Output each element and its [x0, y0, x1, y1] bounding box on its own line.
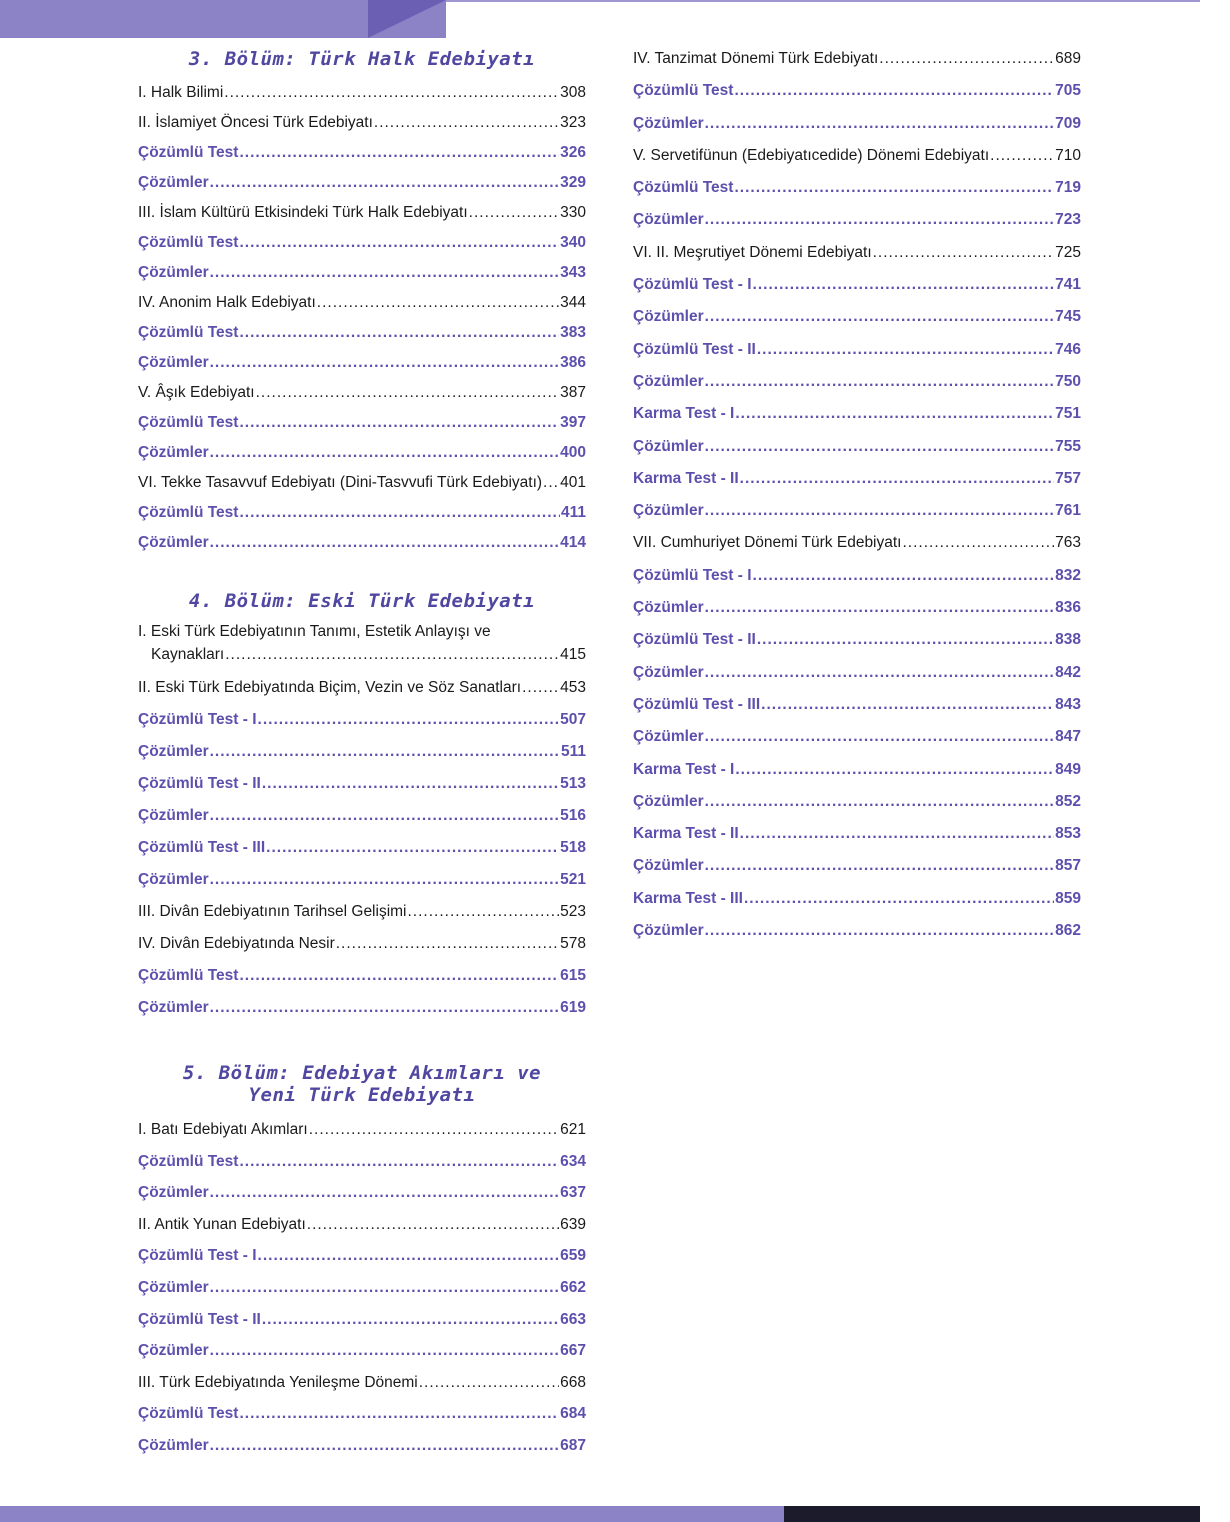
toc-test-entry[interactable] — [138, 168, 586, 198]
toc-entry-page: 719 — [1055, 179, 1081, 197]
toc-test-entry[interactable] — [138, 960, 586, 992]
toc-entry[interactable] — [633, 237, 1081, 269]
toc-test-entry[interactable] — [138, 992, 586, 1024]
right-column-entries — [633, 43, 1081, 947]
top-notch-triangle — [368, 0, 446, 38]
toc-test-entry[interactable] — [633, 398, 1081, 430]
toc-entry-title: Çözümler — [633, 114, 704, 132]
dot-leader — [705, 786, 1055, 818]
dot-leader — [256, 378, 560, 408]
toc-entry[interactable] — [633, 140, 1081, 172]
section-heading-5 — [138, 1062, 586, 1106]
toc-test-entry[interactable] — [138, 1146, 586, 1178]
toc-test-entry[interactable] — [138, 138, 586, 168]
toc-test-entry[interactable] — [633, 786, 1081, 818]
toc-entry[interactable] — [138, 468, 586, 498]
dot-leader — [336, 928, 559, 960]
toc-entry-page: 668 — [560, 1373, 586, 1391]
toc-entry-title: IV. Anonim Halk Edebiyatı — [138, 294, 316, 311]
toc-entry-title: Çözümlü Test - I — [633, 276, 752, 294]
toc-entry[interactable] — [138, 1209, 586, 1241]
dot-leader — [239, 408, 559, 438]
toc-entry-title: Çözümler — [633, 792, 704, 810]
dot-leader — [210, 1177, 560, 1209]
toc-entry-page: 741 — [1055, 276, 1081, 294]
toc-entry-title: IV. Tanzimat Dönemi Türk Edebiyatı — [633, 50, 879, 67]
toc-entry-title: Karma Test - II — [633, 469, 739, 487]
toc-entry-page: 689 — [1055, 50, 1081, 67]
dot-leader — [757, 334, 1054, 366]
toc-entry-page: 340 — [560, 234, 586, 251]
bottom-dark-band — [784, 1506, 1200, 1522]
dot-leader — [744, 883, 1054, 915]
section-heading-4: 4. Bölüm: Eski Türk Edebiyatı — [188, 590, 536, 612]
toc-test-entry[interactable] — [138, 1177, 586, 1209]
toc-entry[interactable] — [138, 928, 586, 960]
toc-entry-page: 853 — [1055, 825, 1081, 843]
dot-leader — [705, 657, 1055, 689]
toc-entry-title: Çözümlü Test - III — [633, 695, 761, 713]
section-heading-3: 3. Bölüm: Türk Halk Edebiyatı — [188, 48, 536, 70]
toc-entry[interactable] — [138, 1114, 586, 1146]
toc-test-entry[interactable] — [633, 366, 1081, 398]
dot-leader — [740, 818, 1054, 850]
dot-leader — [543, 468, 559, 498]
dot-leader — [210, 736, 560, 768]
section-heading-5-line1: 5. Bölüm: Edebiyat Akımları ve — [182, 1062, 542, 1084]
dot-leader — [225, 643, 559, 666]
toc-entry-page: 662 — [560, 1278, 586, 1296]
toc-entry-page: 397 — [560, 414, 586, 431]
toc-test-entry[interactable] — [633, 883, 1081, 915]
toc-entry-title: VII. Cumhuriyet Dönemi Türk Edebiyatı — [633, 534, 902, 552]
dot-leader — [761, 689, 1054, 721]
toc-entry-title: Çözümlü Test — [138, 1152, 239, 1170]
toc-test-entry[interactable] — [138, 1430, 586, 1462]
dot-leader — [239, 498, 560, 528]
toc-entry-title: Çözümlü Test — [138, 504, 239, 521]
toc-entry-title: Çözümler — [633, 308, 704, 326]
toc-entry-page: 761 — [1055, 502, 1081, 520]
toc-entry-title: Karma Test - III — [633, 889, 743, 907]
toc-entry-page: 453 — [560, 679, 586, 696]
toc-test-entry[interactable] — [138, 800, 586, 832]
toc-test-entry[interactable] — [633, 560, 1081, 592]
toc-right-column — [633, 43, 1081, 947]
dot-leader — [210, 864, 560, 896]
toc-entry-title-line2: Kaynakları — [151, 646, 225, 663]
toc-entry-page: 832 — [1055, 566, 1081, 584]
toc-entry-page: 705 — [1055, 82, 1081, 100]
dot-leader — [210, 348, 560, 378]
toc-entry-page: 725 — [1055, 243, 1081, 261]
toc-entry[interactable] — [138, 288, 586, 318]
toc-entry-title: Çözümlü Test - II — [633, 631, 756, 649]
toc-entry-page: 615 — [560, 967, 586, 984]
toc-entry-page: 684 — [560, 1405, 586, 1423]
toc-entry-page: 751 — [1055, 405, 1081, 423]
dot-leader — [309, 1114, 559, 1146]
toc-entry-page: 746 — [1055, 340, 1081, 358]
toc-entry-page: 344 — [560, 294, 586, 311]
toc-entry-title: Çözümlü Test - I — [138, 711, 257, 728]
toc-test-entry[interactable] — [138, 528, 586, 558]
toc-entry-page: 578 — [560, 935, 586, 952]
toc-entry-page: 849 — [1055, 760, 1081, 778]
dot-leader — [522, 672, 559, 704]
toc-entry-title: IV. Divân Edebiyatında Nesir — [138, 935, 335, 952]
toc-entry-title: Çözümlü Test - II — [633, 340, 756, 358]
dot-leader — [239, 1146, 559, 1178]
toc-entry[interactable] — [138, 620, 586, 666]
dot-leader — [705, 431, 1055, 463]
section-5-entries — [138, 1114, 586, 1462]
toc-entry-title: Çözümlü Test - II — [138, 1310, 261, 1328]
dot-leader — [879, 43, 1054, 75]
toc-entry-page: 862 — [1055, 922, 1081, 940]
toc-entry-page: 619 — [560, 999, 586, 1016]
dot-leader — [210, 168, 560, 198]
dot-leader — [705, 850, 1055, 882]
toc-test-entry[interactable] — [138, 228, 586, 258]
toc-entry[interactable] — [138, 108, 586, 138]
dot-leader — [262, 1304, 559, 1336]
toc-entry-page: 383 — [560, 324, 586, 341]
toc-test-entry[interactable] — [633, 689, 1081, 721]
toc-entry-title: Çözümler — [138, 354, 209, 371]
section-3-entries — [138, 78, 586, 558]
toc-entry-title: Çözümler — [138, 264, 209, 281]
dot-leader — [734, 75, 1054, 107]
dot-leader — [239, 138, 559, 168]
toc-entry[interactable] — [633, 43, 1081, 75]
dot-leader — [705, 301, 1055, 333]
toc-test-entry[interactable] — [633, 431, 1081, 463]
dot-leader — [753, 560, 1055, 592]
dot-leader — [990, 140, 1054, 172]
toc-entry-page: 659 — [560, 1247, 586, 1265]
toc-entry-title: Çözümlü Test — [138, 324, 239, 341]
bottom-decorative-band — [0, 1506, 784, 1522]
toc-entry-page: 687 — [560, 1436, 586, 1454]
toc-entry-page: 852 — [1055, 792, 1081, 810]
dot-leader — [735, 398, 1054, 430]
toc-entry-page: 710 — [1055, 146, 1081, 164]
toc-entry-page: 523 — [560, 903, 586, 920]
toc-entry-page: 667 — [560, 1342, 586, 1360]
dot-leader — [419, 1367, 559, 1399]
toc-entry[interactable] — [633, 527, 1081, 559]
toc-entry-page: 329 — [560, 174, 586, 191]
toc-entry-page: 401 — [560, 474, 586, 491]
toc-entry-title: Çözümler — [633, 437, 704, 455]
dot-leader — [740, 463, 1054, 495]
toc-entry-title: Çözümler — [633, 211, 704, 229]
toc-test-entry[interactable] — [138, 1335, 586, 1367]
dot-leader — [224, 78, 559, 108]
toc-entry-title: Karma Test - II — [633, 825, 739, 843]
toc-entry-title: Çözümler — [138, 743, 209, 760]
toc-entry-page: 516 — [560, 807, 586, 824]
toc-entry-page: 859 — [1055, 889, 1081, 907]
dot-leader — [757, 624, 1054, 656]
dot-leader — [239, 318, 559, 348]
toc-entry-title: I. Batı Edebiyatı Akımları — [138, 1121, 308, 1138]
toc-test-entry[interactable] — [633, 204, 1081, 236]
toc-entry-title: II. Antik Yunan Edebiyatı — [138, 1215, 306, 1233]
toc-entry-page: 511 — [560, 743, 586, 760]
toc-test-entry[interactable] — [138, 864, 586, 896]
toc-entry-page: 723 — [1055, 211, 1081, 229]
dot-leader — [705, 108, 1055, 140]
dot-leader — [239, 960, 559, 992]
toc-entry-page: 326 — [560, 144, 586, 161]
toc-test-entry[interactable] — [138, 408, 586, 438]
toc-entry-title: II. İslamiyet Öncesi Türk Edebiyatı — [138, 114, 373, 131]
dot-leader — [266, 832, 559, 864]
toc-entry-title-line1: I. Eski Türk Edebiyatının Tanımı, Estetik Anlayışı ve — [138, 623, 491, 640]
toc-entry-page: 521 — [560, 871, 586, 888]
toc-test-entry[interactable] — [138, 1240, 586, 1272]
dot-leader — [210, 528, 560, 558]
toc-entry-page: 387 — [560, 384, 586, 401]
toc-entry-page: 755 — [1055, 437, 1081, 455]
dot-leader — [374, 108, 559, 138]
toc-entry-page: 637 — [560, 1184, 586, 1202]
dot-leader — [307, 1209, 559, 1241]
toc-entry-page: 843 — [1055, 695, 1081, 713]
toc-entry-page: 634 — [560, 1152, 586, 1170]
toc-entry[interactable] — [138, 198, 586, 228]
toc-entry-title: Çözümler — [138, 1436, 209, 1454]
toc-entry-page: 763 — [1055, 534, 1081, 552]
toc-entry-title: Çözümlü Test — [138, 967, 239, 984]
dot-leader — [239, 1398, 559, 1430]
toc-entry-title: Çözümlü Test - I — [138, 1247, 257, 1265]
toc-entry-title: Çözümler — [138, 1184, 209, 1202]
toc-entry-title: Çözümler — [138, 1342, 209, 1360]
toc-entry-title: Çözümler — [633, 857, 704, 875]
top-white-area — [446, 0, 1206, 38]
toc-entry-page: 386 — [560, 354, 586, 371]
toc-test-entry[interactable] — [138, 704, 586, 736]
toc-entry-title: III. İslam Kültürü Etkisindeki Türk Halk Edebiyatı — [138, 204, 468, 221]
toc-entry-page: 330 — [560, 204, 586, 221]
toc-entry-page: 847 — [1055, 728, 1081, 746]
toc-test-entry[interactable] — [138, 736, 586, 768]
toc-entry-title: Çözümler — [138, 534, 209, 551]
toc-test-entry[interactable] — [633, 334, 1081, 366]
toc-test-entry[interactable] — [138, 258, 586, 288]
toc-test-entry[interactable] — [633, 624, 1081, 656]
toc-entry-title: Karma Test - I — [633, 760, 735, 778]
top-rule-line — [446, 0, 1200, 2]
dot-leader — [258, 704, 560, 736]
toc-entry-title: Çözümler — [633, 502, 704, 520]
toc-entry-page: 518 — [560, 839, 586, 856]
toc-entry-page: 513 — [560, 775, 586, 792]
toc-test-entry[interactable] — [633, 75, 1081, 107]
toc-test-entry[interactable] — [633, 818, 1081, 850]
toc-test-entry[interactable] — [138, 1272, 586, 1304]
dot-leader — [210, 1430, 560, 1462]
toc-entry-title: II. Eski Türk Edebiyatında Biçim, Vezin ve Söz Sanatları — [138, 679, 522, 696]
dot-leader — [469, 198, 559, 228]
dot-leader — [734, 172, 1054, 204]
toc-test-entry[interactable] — [633, 754, 1081, 786]
toc-entry[interactable] — [138, 896, 586, 928]
toc-test-entry[interactable] — [633, 463, 1081, 495]
toc-test-entry[interactable] — [633, 495, 1081, 527]
toc-entry-page: 343 — [560, 264, 586, 281]
dot-leader — [210, 992, 560, 1024]
dot-leader — [705, 495, 1055, 527]
toc-entry-title: Çözümler — [633, 599, 704, 617]
toc-test-entry[interactable] — [138, 1304, 586, 1336]
toc-test-entry[interactable] — [138, 318, 586, 348]
toc-entry-page: 414 — [560, 534, 586, 551]
toc-entry[interactable] — [138, 378, 586, 408]
toc-entry-page: 836 — [1055, 599, 1081, 617]
toc-entry-page: 639 — [560, 1215, 586, 1233]
toc-test-entry[interactable] — [138, 348, 586, 378]
section-heading-5-line2: Yeni Türk Edebiyatı — [248, 1084, 476, 1106]
toc-entry-title: Çözümler — [138, 444, 209, 461]
dot-leader — [239, 228, 559, 258]
toc-test-entry[interactable] — [633, 850, 1081, 882]
dot-leader — [753, 269, 1055, 301]
dot-leader — [705, 721, 1055, 753]
toc-entry-title: Karma Test - I — [633, 405, 735, 423]
toc-entry-title: Çözümler — [138, 999, 209, 1016]
toc-entry-title: Çözümlü Test - II — [138, 775, 261, 792]
toc-entry-title: Çözümler — [633, 372, 704, 390]
toc-entry-title: Çözümler — [633, 663, 704, 681]
dot-leader — [705, 204, 1055, 236]
toc-entry-title: Çözümler — [138, 871, 209, 888]
toc-test-entry[interactable] — [633, 301, 1081, 333]
toc-entry-title: Çözümlü Test — [138, 144, 239, 161]
dot-leader — [262, 768, 559, 800]
toc-entry-title: III. Türk Edebiyatında Yenileşme Dönemi — [138, 1373, 418, 1391]
dot-leader — [317, 288, 559, 318]
toc-entry-title: Çözümler — [633, 922, 704, 940]
toc-test-entry[interactable] — [633, 108, 1081, 140]
toc-entry-page: 757 — [1055, 469, 1081, 487]
toc-entry-page: 411 — [560, 504, 586, 521]
toc-entry-title: Çözümlü Test — [633, 82, 734, 100]
dot-leader — [873, 237, 1055, 269]
toc-test-entry[interactable] — [138, 832, 586, 864]
toc-entry-title: Çözümlü Test — [138, 1405, 239, 1423]
toc-entry-title: Çözümler — [138, 807, 209, 824]
toc-entry-title: Çözümler — [138, 174, 209, 191]
toc-test-entry[interactable] — [633, 269, 1081, 301]
toc-left-column — [138, 48, 586, 1462]
toc-entry-title: Çözümlü Test - III — [138, 839, 266, 856]
toc-entry-page: 507 — [560, 711, 586, 728]
toc-entry-page: 857 — [1055, 857, 1081, 875]
toc-entry-title: Çözümlü Test — [633, 179, 734, 197]
toc-entry-page: 308 — [560, 84, 586, 101]
dot-leader — [210, 1335, 560, 1367]
toc-test-entry[interactable] — [633, 657, 1081, 689]
toc-entry-title: Çözümler — [633, 728, 704, 746]
toc-test-entry[interactable] — [138, 768, 586, 800]
toc-test-entry[interactable] — [633, 592, 1081, 624]
toc-entry[interactable] — [138, 78, 586, 108]
dot-leader — [210, 438, 560, 468]
dot-leader — [408, 896, 560, 928]
dot-leader — [210, 1272, 560, 1304]
toc-entry-page: 400 — [560, 444, 586, 461]
toc-entry-page: 842 — [1055, 663, 1081, 681]
dot-leader — [705, 366, 1055, 398]
dot-leader — [258, 1240, 560, 1272]
toc-test-entry[interactable] — [633, 721, 1081, 753]
toc-test-entry[interactable] — [633, 172, 1081, 204]
section-4-entries — [138, 672, 586, 1024]
toc-test-entry[interactable] — [138, 1398, 586, 1430]
toc-entry-title: Çözümler — [138, 1278, 209, 1296]
dot-leader — [210, 800, 560, 832]
toc-entry-title: Çözümlü Test - I — [633, 566, 752, 584]
toc-entry-page: 838 — [1055, 631, 1081, 649]
dot-leader — [705, 592, 1055, 624]
dot-leader — [705, 915, 1055, 947]
toc-test-entry[interactable] — [633, 915, 1081, 947]
dot-leader — [735, 754, 1054, 786]
toc-entry-title: I. Halk Bilimi — [138, 84, 224, 101]
toc-entry-page: 415 — [560, 646, 586, 663]
toc-entry-title: VI. II. Meşrutiyet Dönemi Edebiyatı — [633, 243, 872, 261]
dot-leader — [210, 258, 560, 288]
dot-leader — [903, 527, 1055, 559]
toc-entry-title: V. Âşık Edebiyatı — [138, 384, 255, 401]
toc-entry-page: 323 — [560, 114, 586, 131]
toc-entry-title: III. Divân Edebiyatının Tarihsel Gelişimi — [138, 903, 407, 920]
toc-test-entry[interactable] — [138, 498, 586, 528]
toc-entry-page: 709 — [1055, 114, 1081, 132]
toc-entry[interactable] — [138, 1367, 586, 1399]
toc-entry-page: 621 — [560, 1121, 586, 1138]
toc-entry-page: 750 — [1055, 372, 1081, 390]
toc-entry[interactable] — [138, 672, 586, 704]
toc-entry-title: V. Servetifünun (Edebiyatıcedide) Dönemi Edebiyatı — [633, 146, 990, 164]
toc-test-entry[interactable] — [138, 438, 586, 468]
toc-entry-title: Çözümlü Test — [138, 234, 239, 251]
toc-entry-title: VI. Tekke Tasavvuf Edebiyatı (Dini-Tasvvufi Türk Edebiyatı) — [138, 474, 543, 491]
toc-entry-page: 745 — [1055, 308, 1081, 326]
toc-entry-page: 663 — [560, 1310, 586, 1328]
toc-entry-title: Çözümlü Test — [138, 414, 239, 431]
